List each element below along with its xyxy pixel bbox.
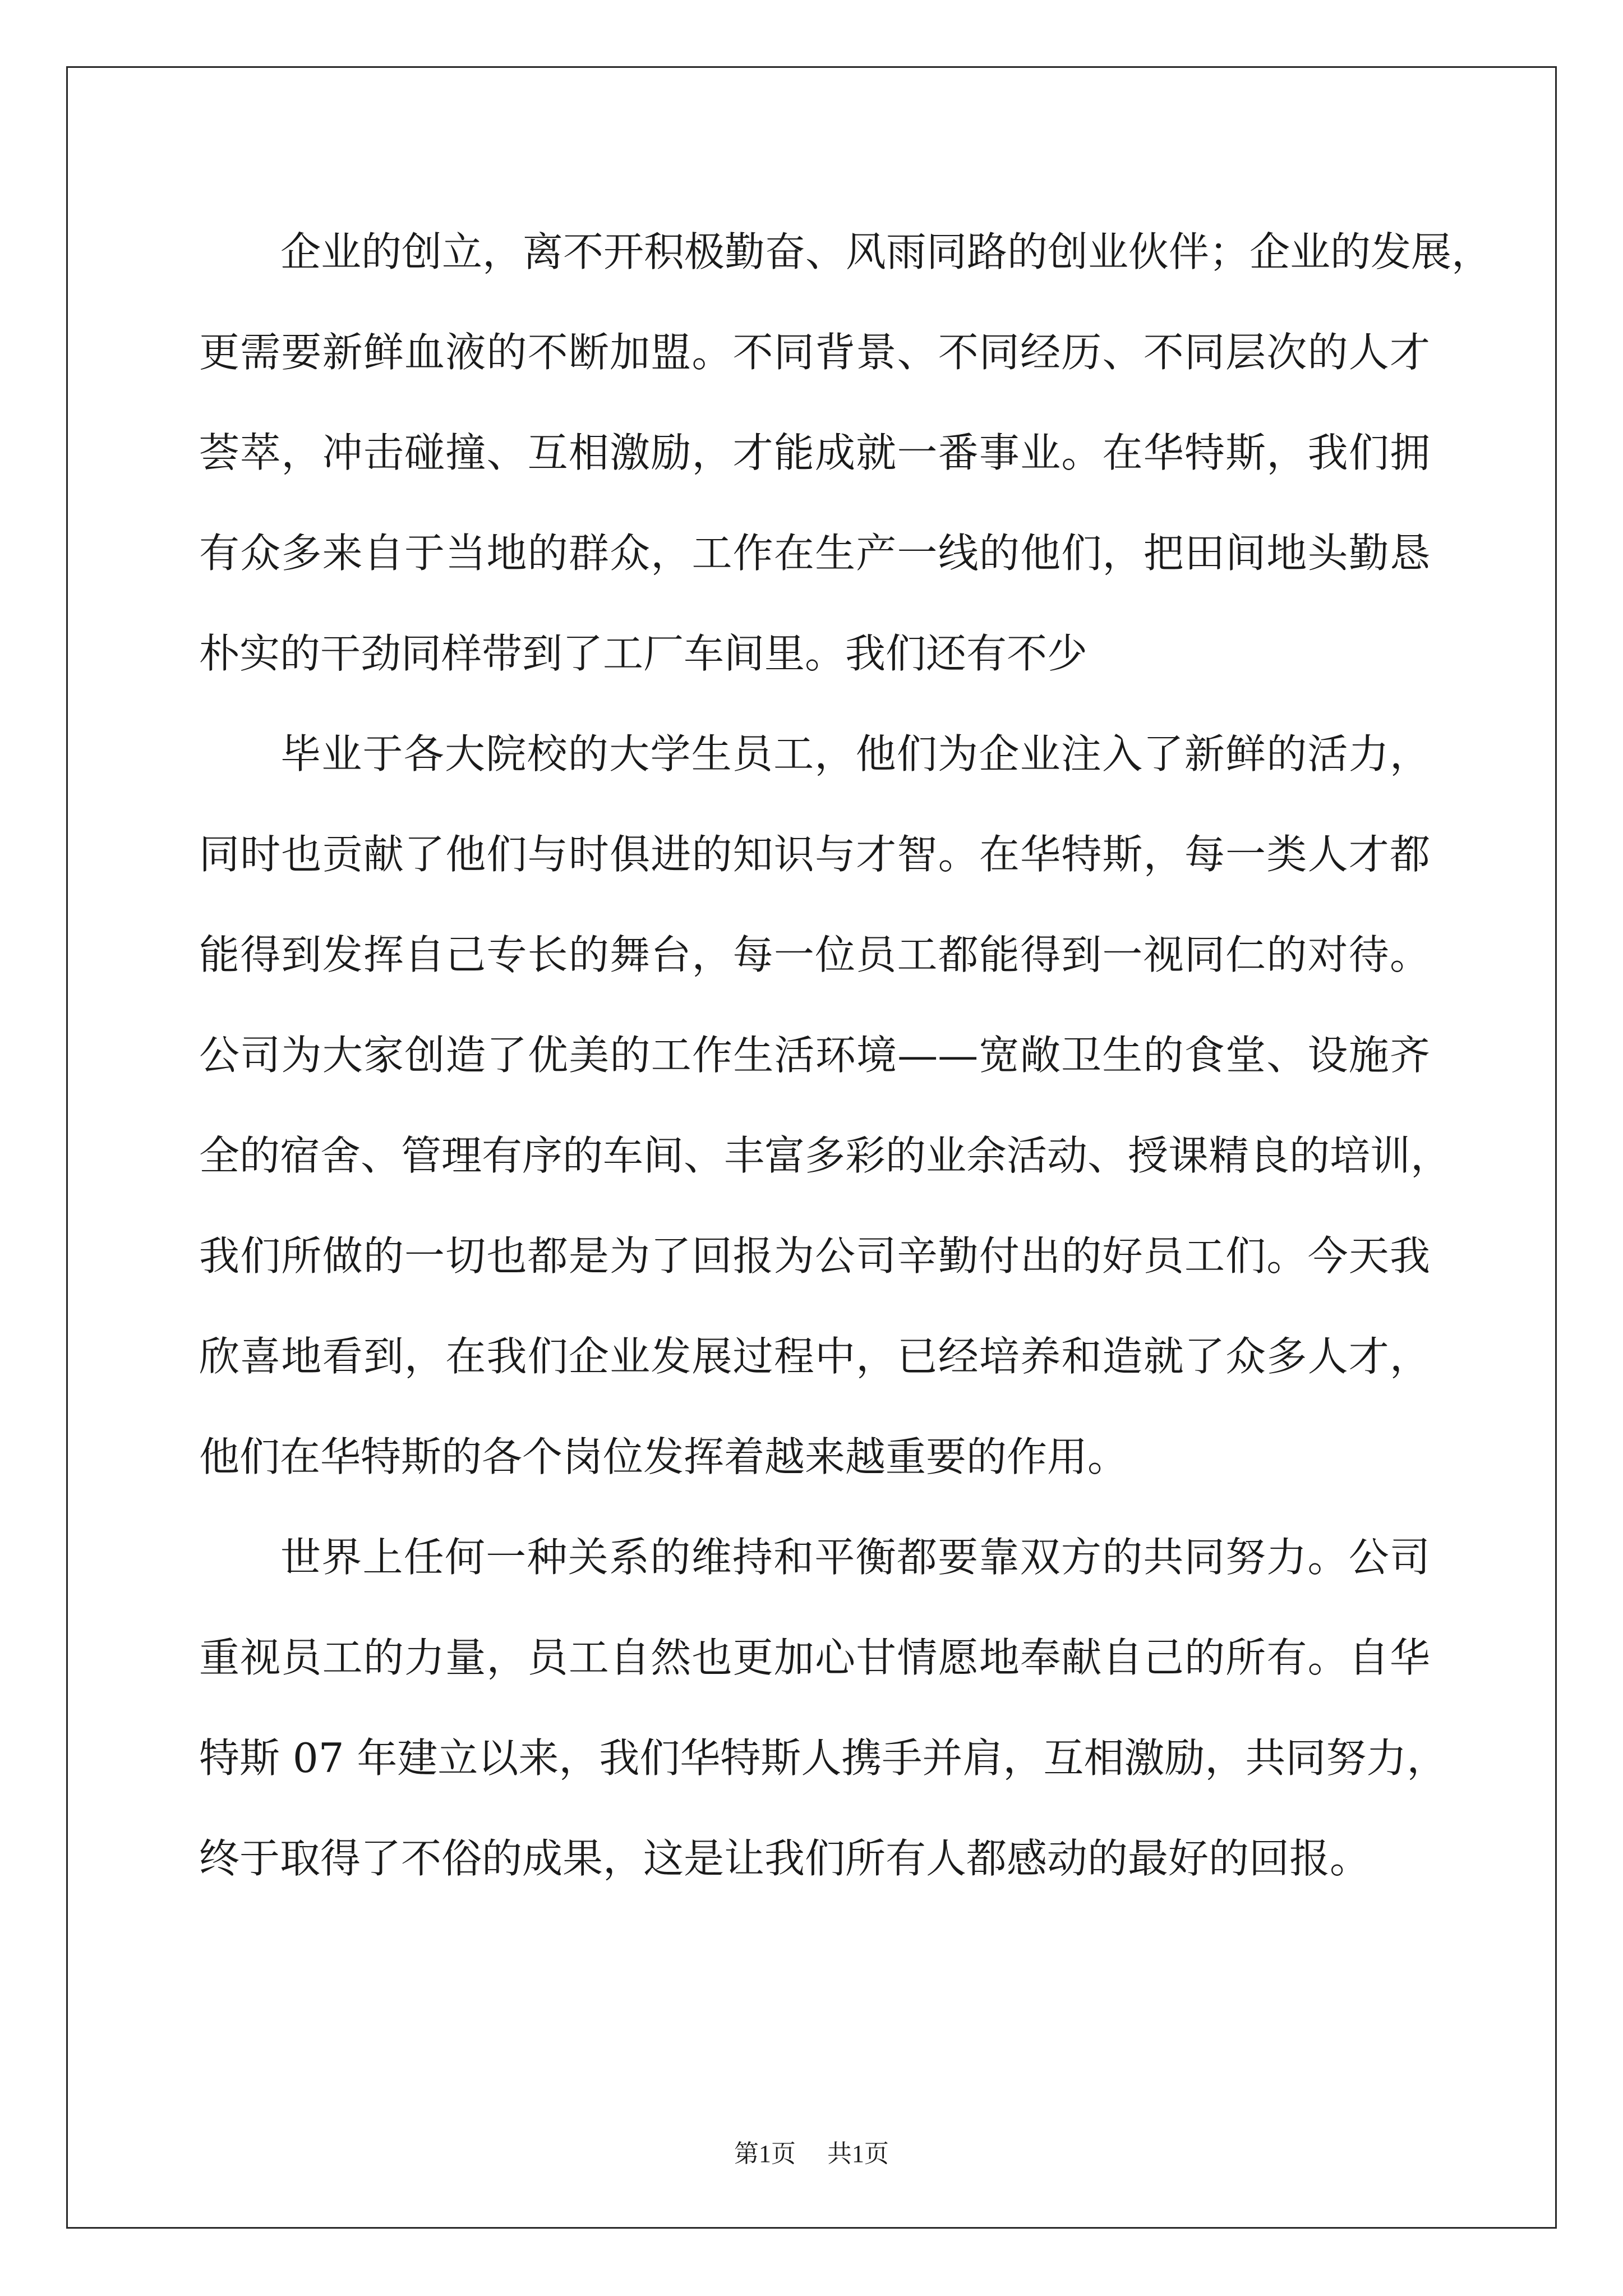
page-footer (0, 2138, 1623, 2170)
text-line: 我们所做的一切也都是为了回报为公司辛勤付出的好员工们。今天我 (199, 1232, 1430, 1280)
text-line: 全的宿舍、管理有序的车间、丰富多彩的业余活动、授课精良的培训， (199, 1132, 1451, 1179)
page-number: 第1页 (734, 2140, 796, 2168)
text-line: 欣喜地看到，在我们企业发展过程中，已经培养和造就了众多人才， (199, 1333, 1430, 1380)
text-line: 更需要新鲜血液的不断加盟。不同背景、不同经历、不同层次的人才 (199, 329, 1430, 376)
text-line: 特斯 07 年建立以来，我们华特斯人携手并肩，互相激励，共同努力， (199, 1734, 1447, 1782)
page-total: 共1页 (827, 2140, 889, 2168)
text-line: 有众多来自于当地的群众，工作在生产一线的他们，把田间地头勤恳 (199, 530, 1430, 577)
text-line: 重视员工的力量，员工自然也更加心甘情愿地奉献自己的所有。自华 (199, 1634, 1430, 1681)
text-line: 能得到发挥自己专长的舞台，每一位员工都能得到一视同仁的对待。 (199, 931, 1430, 978)
text-line: 荟萃，冲击碰撞、互相激励，才能成就一番事业。在华特斯，我们拥 (199, 429, 1430, 476)
paragraph-1 (199, 202, 1492, 704)
paragraph-2 (199, 704, 1451, 1507)
text-line: 朴实的干劲同样带到了工厂车间里。我们还有不少 (199, 630, 1088, 677)
paragraph-3 (199, 1507, 1447, 1909)
text-line: 他们在华特斯的各个岗位发挥着越来越重要的作用。 (199, 1433, 1128, 1480)
text-line: 同时也贡献了他们与时俱进的知识与才智。在华特斯，每一类人才都 (199, 831, 1430, 878)
document-body (199, 202, 1492, 1909)
text-line: 终于取得了不俗的成果，这是让我们所有人都感动的最好的回报。 (199, 1835, 1371, 1882)
text-line: 世界上任何一种关系的维持和平衡都要靠双方的共同努力。公司 (280, 1534, 1430, 1581)
text-line: 毕业于各大院校的大学生员工，他们为企业注入了新鲜的活力， (280, 730, 1430, 777)
text-line: 企业的创立，离不开积极勤奋、风雨同路的创业伙伴；企业的发展， (280, 228, 1492, 275)
text-line: 公司为大家创造了优美的工作生活环境——宽敞卫生的食堂、设施齐 (199, 1032, 1430, 1079)
